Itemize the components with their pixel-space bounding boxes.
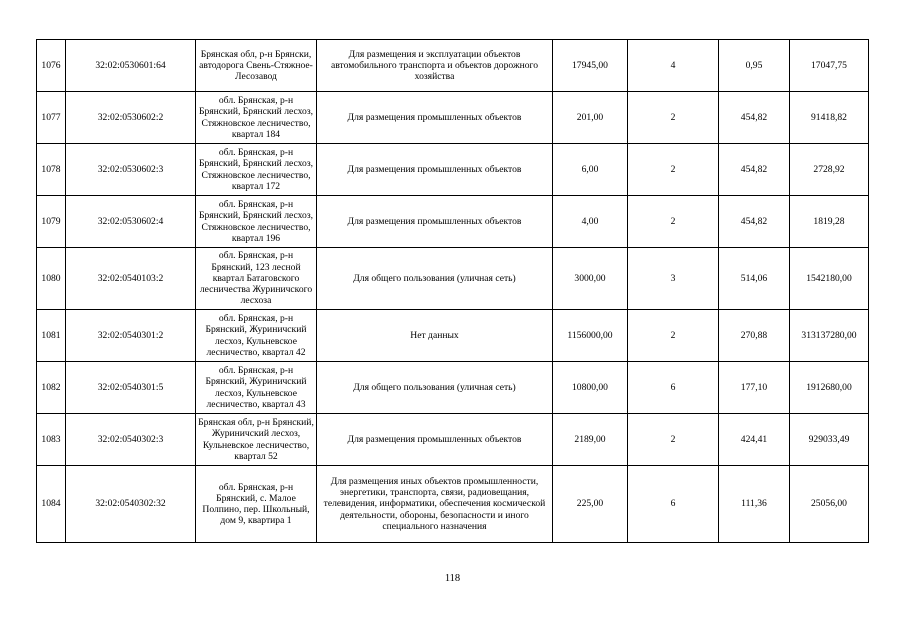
cadastral-number-cell: 32:02:0530602:4 bbox=[66, 196, 196, 248]
cadastral-number-cell: 32:02:0540302:32 bbox=[66, 466, 196, 543]
address-cell: обл. Брянская, р-н Брянский, 123 лесной квартал Батаговского лесничества Журиничского лесхоза bbox=[196, 248, 317, 310]
rate-cell: 424,41 bbox=[719, 414, 790, 466]
cadastral-value-cell: 313137280,00 bbox=[790, 310, 869, 362]
rate-cell: 270,88 bbox=[719, 310, 790, 362]
table-row bbox=[37, 362, 869, 414]
table-row bbox=[37, 92, 869, 144]
table-row bbox=[37, 248, 869, 310]
cadastral-value-cell: 1912680,00 bbox=[790, 362, 869, 414]
area-cell: 17945,00 bbox=[553, 40, 628, 92]
table-row bbox=[37, 196, 869, 248]
address-cell: Брянская обл, р-н Брянски, автодорога Свень-Стяжное-Лесозавод bbox=[196, 40, 317, 92]
land-use-purpose-cell: Нет данных bbox=[317, 310, 553, 362]
rate-cell: 0,95 bbox=[719, 40, 790, 92]
row-number-cell: 1078 bbox=[37, 144, 66, 196]
table-row bbox=[37, 414, 869, 466]
cadastral-number-cell: 32:02:0530602:3 bbox=[66, 144, 196, 196]
table-row bbox=[37, 466, 869, 543]
cadastral-value-cell: 17047,75 bbox=[790, 40, 869, 92]
cadastral-value-cell: 929033,49 bbox=[790, 414, 869, 466]
area-cell: 6,00 bbox=[553, 144, 628, 196]
rate-cell: 514,06 bbox=[719, 248, 790, 310]
group-cell: 2 bbox=[628, 414, 719, 466]
land-use-purpose-cell: Для размещения и эксплуатации объектов автомобильного транспорта и объектов дорожного хозяйства bbox=[317, 40, 553, 92]
table-row bbox=[37, 40, 869, 92]
table-row bbox=[37, 310, 869, 362]
row-number-cell: 1077 bbox=[37, 92, 66, 144]
group-cell: 4 bbox=[628, 40, 719, 92]
area-cell: 10800,00 bbox=[553, 362, 628, 414]
cadastral-number-cell: 32:02:0540302:3 bbox=[66, 414, 196, 466]
group-cell: 2 bbox=[628, 92, 719, 144]
table-row bbox=[37, 144, 869, 196]
land-use-purpose-cell: Для общего пользования (уличная сеть) bbox=[317, 248, 553, 310]
cadastral-number-cell: 32:02:0530601:64 bbox=[66, 40, 196, 92]
cadastral-value-cell: 25056,00 bbox=[790, 466, 869, 543]
group-cell: 2 bbox=[628, 196, 719, 248]
row-number-cell: 1076 bbox=[37, 40, 66, 92]
cadastral-value-cell: 1819,28 bbox=[790, 196, 869, 248]
land-use-purpose-cell: Для размещения промышленных объектов bbox=[317, 144, 553, 196]
rate-cell: 177,10 bbox=[719, 362, 790, 414]
cadastral-value-cell: 1542180,00 bbox=[790, 248, 869, 310]
address-cell: обл. Брянская, р-н Брянский, Журиничский лесхоз, Кульневское лесничество, квартал 43 bbox=[196, 362, 317, 414]
area-cell: 2189,00 bbox=[553, 414, 628, 466]
table-body bbox=[37, 40, 869, 543]
rate-cell: 454,82 bbox=[719, 196, 790, 248]
address-cell: обл. Брянская, р-н Брянский, Брянский лесхоз, Стяжновское лесничество, квартал 196 bbox=[196, 196, 317, 248]
area-cell: 225,00 bbox=[553, 466, 628, 543]
page-number: 118 bbox=[444, 573, 461, 584]
cadastral-number-cell: 32:02:0540301:5 bbox=[66, 362, 196, 414]
group-cell: 3 bbox=[628, 248, 719, 310]
cadastral-number-cell: 32:02:0540301:2 bbox=[66, 310, 196, 362]
land-use-purpose-cell: Для размещения промышленных объектов bbox=[317, 196, 553, 248]
cadastral-value-cell: 91418,82 bbox=[790, 92, 869, 144]
area-cell: 201,00 bbox=[553, 92, 628, 144]
row-number-cell: 1084 bbox=[37, 466, 66, 543]
cadastral-value-cell: 2728,92 bbox=[790, 144, 869, 196]
address-cell: обл. Брянская, р-н Брянский, Журиничский лесхоз, Кульневское лесничество, квартал 42 bbox=[196, 310, 317, 362]
address-cell: обл. Брянская, р-н Брянский, с. Малое Полпино, пер. Школьный, дом 9, квартира 1 bbox=[196, 466, 317, 543]
cadastral-number-cell: 32:02:0540103:2 bbox=[66, 248, 196, 310]
address-cell: обл. Брянская, р-н Брянский, Брянский лесхоз, Стяжновское лесничество, квартал 184 bbox=[196, 92, 317, 144]
area-cell: 4,00 bbox=[553, 196, 628, 248]
rate-cell: 454,82 bbox=[719, 92, 790, 144]
group-cell: 6 bbox=[628, 362, 719, 414]
land-use-purpose-cell: Для размещения промышленных объектов bbox=[317, 414, 553, 466]
address-cell: обл. Брянская, р-н Брянский, Брянский лесхоз, Стяжновское лесничество, квартал 172 bbox=[196, 144, 317, 196]
land-use-purpose-cell: Для размещения промышленных объектов bbox=[317, 92, 553, 144]
row-number-cell: 1081 bbox=[37, 310, 66, 362]
area-cell: 1156000,00 bbox=[553, 310, 628, 362]
land-use-purpose-cell: Для размещения иных объектов промышленности, энергетики, транспорта, связи, радиовещания, телевидения, информатики, обеспечения космической деятельности, обороны, безопасности и иного специального назначения bbox=[317, 466, 553, 543]
rate-cell: 111,36 bbox=[719, 466, 790, 543]
address-cell: Брянская обл, р-н Брянский, Журиничский лесхоз, Кульневское лесничество, квартал 52 bbox=[196, 414, 317, 466]
group-cell: 2 bbox=[628, 310, 719, 362]
land-use-purpose-cell: Для общего пользования (уличная сеть) bbox=[317, 362, 553, 414]
row-number-cell: 1083 bbox=[37, 414, 66, 466]
row-number-cell: 1079 bbox=[37, 196, 66, 248]
row-number-cell: 1082 bbox=[37, 362, 66, 414]
area-cell: 3000,00 bbox=[553, 248, 628, 310]
land-plots-table bbox=[36, 39, 869, 543]
cadastral-number-cell: 32:02:0530602:2 bbox=[66, 92, 196, 144]
rate-cell: 454,82 bbox=[719, 144, 790, 196]
group-cell: 2 bbox=[628, 144, 719, 196]
row-number-cell: 1080 bbox=[37, 248, 66, 310]
group-cell: 6 bbox=[628, 466, 719, 543]
